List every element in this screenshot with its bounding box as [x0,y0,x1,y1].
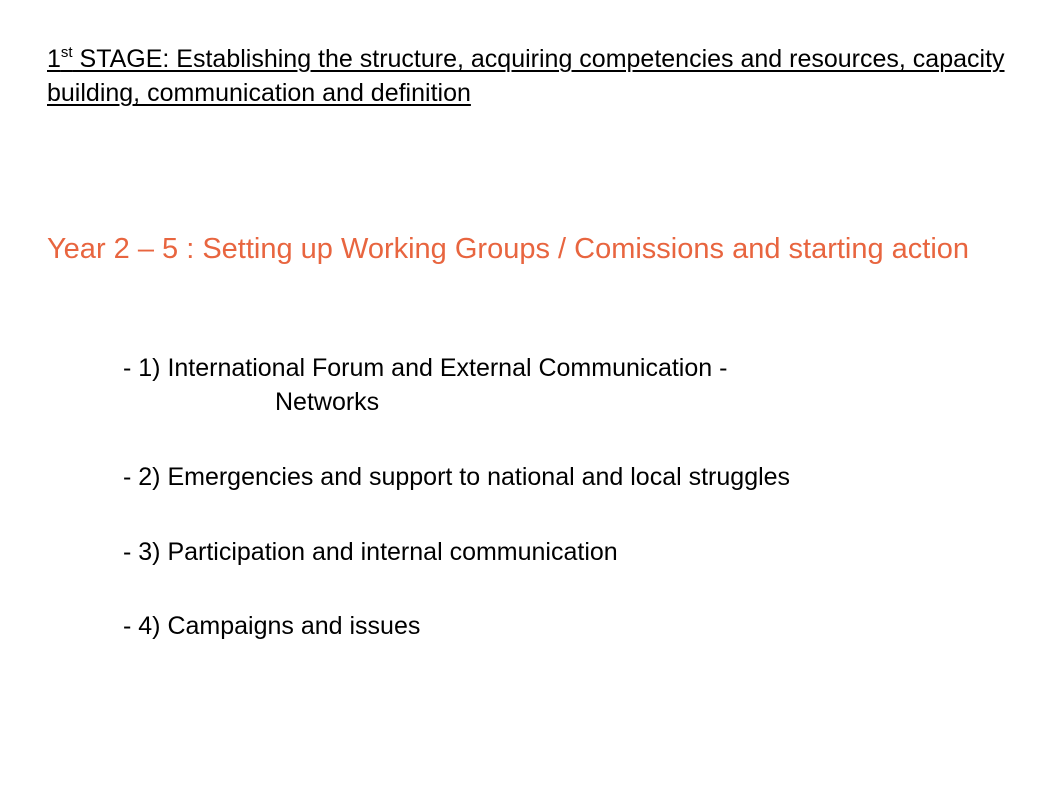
list-item-1-continuation: Networks [275,388,380,416]
period-heading: Year 2 – 5 : Setting up Working Groups / Comissions and starting action [47,233,970,265]
stage-title: STAGE: Establishing the structure, acquiring competencies and resources, capacity building, communication and definition [47,45,1005,107]
list-item-4: - 4) Campaigns and issues [123,612,421,640]
list-item-1: - 1) International Forum and External Communication - [123,354,728,382]
stage-heading [47,42,1007,110]
stage-ordinal-number: 1 [47,45,61,73]
list-item-2: - 2) Emergencies and support to national and local struggles [123,463,791,491]
list-item-3: - 3) Participation and internal communication [123,538,618,566]
stage-ordinal-suffix: st [60,44,73,61]
